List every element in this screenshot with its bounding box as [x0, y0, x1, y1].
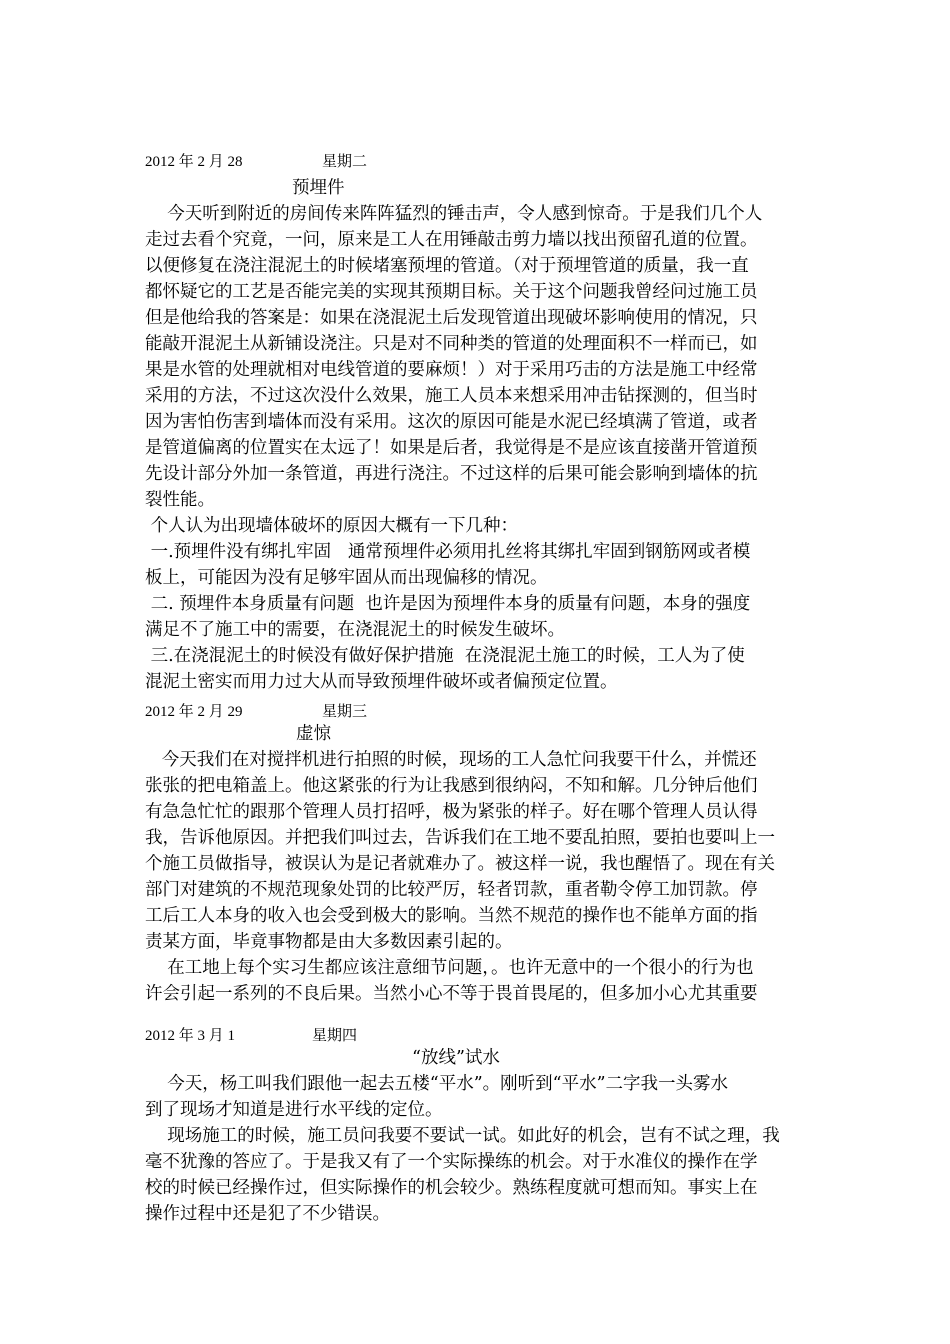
paragraph-line: 一.预埋件没有绑扎牢固 通常预埋件必须用扎丝将其绑扎牢固到钢筋网或者模: [145, 542, 751, 562]
paragraph-line: 今天听到附近的房间传来阵阵猛烈的锤击声，令人感到惊奇。于是我们几个人: [145, 204, 763, 224]
paragraph-line: 到了现场才知道是进行水平线的定位。: [145, 1100, 443, 1120]
paragraph-line: 今天我们在对搅拌机进行拍照的时候，现场的工人急忙问我要干什么，并慌还: [145, 750, 757, 770]
paragraph-line: 个人认为出现墙体破坏的原因大概有一下几种：: [145, 516, 519, 536]
paragraph-line: 满足不了施工中的需要，在浇混泥土的时候发生破坏。: [145, 620, 565, 640]
paragraph-line: 责某方面，毕竟事物都是由大多数因素引起的。: [145, 932, 513, 952]
paragraph-line: 三.在浇混泥土的时候没有做好保护措施 在浇混泥土施工的时候，工人为了使: [145, 646, 745, 666]
paragraph-line: 裂性能。: [145, 490, 215, 510]
entry-title: “放线”试水: [412, 1048, 500, 1068]
entry-date: 2012 年 2 月 29: [145, 704, 243, 720]
paragraph-line: 我，告诉他原因。并把我们叫过去，告诉我们在工地不要乱拍照，要拍也要叫上一: [145, 828, 775, 848]
paragraph-line: 个施工员做指导，被误认为是记者就难办了。被这样一说，我也醒悟了。现在有关: [145, 854, 775, 874]
entry-date: 2012 年 3 月 1: [145, 1028, 236, 1044]
paragraph-line: 但是他给我的答案是：如果在浇混泥土后发现管道出现破坏影响使用的情况，只: [145, 308, 758, 328]
entry-weekday: 星期二: [322, 152, 368, 170]
paragraph-line: 有急急忙忙的跟那个管理人员打招呼，极为紧张的样子。好在哪个管理人员认得: [145, 802, 758, 822]
paragraph-line: 先设计部分外加一条管道，再进行浇注。不过这样的后果可能会影响到墙体的抗: [145, 464, 758, 484]
paragraph-line: 张张的把电箱盖上。他这紧张的行为让我感到很纳闷，不知和解。几分钟后他们: [145, 776, 758, 796]
paragraph-line: 部门对建筑的不规范现象处罚的比较严厉，轻者罚款，重者勒令停工加罚款。停: [145, 880, 758, 900]
paragraph-line: 校的时候已经操作过，但实际操作的机会较少。熟练程度就可想而知。事实上在: [145, 1178, 758, 1198]
paragraph-line: 在工地上每个实习生都应该注意细节问题，。也许无意中的一个很小的行为也: [145, 958, 754, 978]
paragraph-line: 果是水管的处理就相对电线管道的要麻烦！）对于采用巧击的方法是施工中经常: [145, 360, 758, 380]
paragraph-line: 采用的方法，不过这次没什么效果，施工人员本来想采用冲击钻探测的，但当时: [145, 386, 758, 406]
paragraph-line: 走过去看个究竟，一问，原来是工人在用锤敲击剪力墙以找出预留孔道的位置。: [145, 230, 758, 250]
paragraph-line: 现场施工的时候，施工员问我要不要试一试。如此好的机会，岂有不试之理，我: [145, 1126, 780, 1146]
paragraph-line: 二. 预埋件本身质量有问题 也许是因为预埋件本身的质量有问题，本身的强度: [145, 594, 751, 614]
entry-weekday: 星期三: [322, 702, 368, 720]
paragraph-line: 今天，杨工叫我们跟他一起去五楼“平水”。刚听到“平水”二字我一头雾水: [145, 1074, 729, 1094]
paragraph-line: 是管道偏离的位置实在太远了！如果是后者，我觉得是不是应该直接凿开管道预: [145, 438, 758, 458]
paragraph-line: 板上，可能因为没有足够牢固从而出现偏移的情况。: [145, 568, 548, 588]
paragraph-line: 毫不犹豫的答应了。于是我又有了一个实际操练的机会。对于水准仪的操作在学: [145, 1152, 758, 1172]
paragraph-line: 操作过程中还是犯了不少错误。: [145, 1204, 390, 1224]
paragraph-line: 都怀疑它的工艺是否能完美的实现其预期目标。关于这个问题我曾经问过施工员: [145, 282, 758, 302]
entry-title: 预埋件: [292, 178, 345, 198]
paragraph-line: 许会引起一系列的不良后果。当然小心不等于畏首畏尾的，但多加小心尤其重要: [145, 984, 758, 1004]
paragraph-line: 因为害怕伤害到墙体而没有采用。这次的原因可能是水泥已经填满了管道，或者: [145, 412, 758, 432]
paragraph-line: 混泥土密实而用力过大从而导致预埋件破坏或者偏预定位置。: [145, 672, 618, 692]
paragraph-line: 以便修复在浇注混泥土的时候堵塞预埋的管道。（对于预埋管道的质量，我一直: [145, 256, 749, 276]
entry-weekday: 星期四: [312, 1026, 358, 1044]
paragraph-line: 能敲开混泥土从新铺设浇注。只是对不同种类的管道的处理面积不一样而已，如: [145, 334, 758, 354]
entry-title: 虚惊: [296, 724, 331, 744]
entry-date: 2012 年 2 月 28: [145, 154, 243, 170]
paragraph-line: 工后工人本身的收入也会受到极大的影响。当然不规范的操作也不能单方面的指: [145, 906, 758, 926]
